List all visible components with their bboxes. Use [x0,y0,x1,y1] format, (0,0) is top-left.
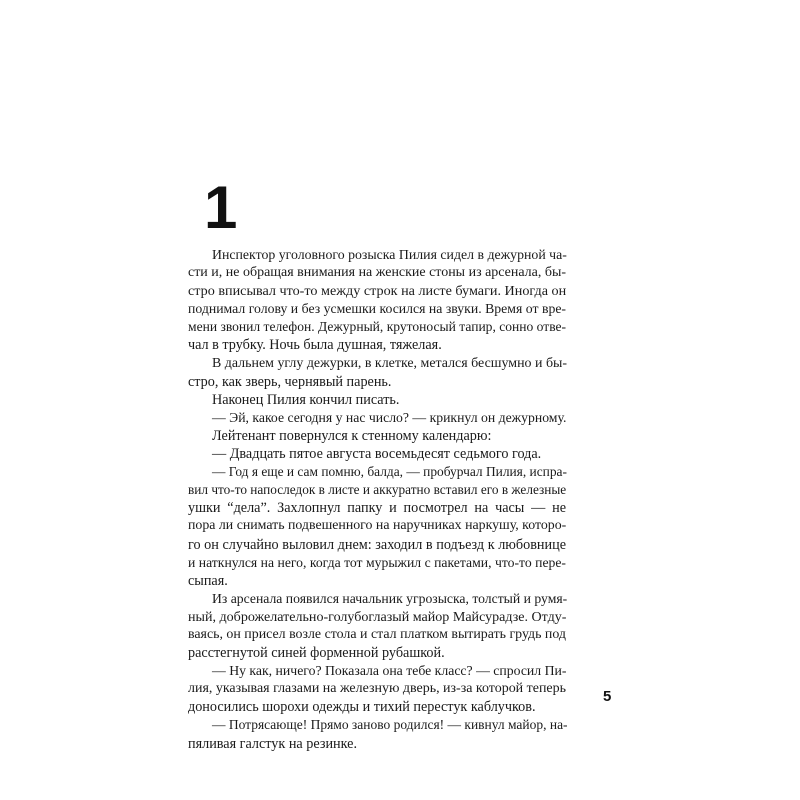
text-line: сыпая. [188,572,228,589]
text-line: сти и, не обращая внимания на женские стоны из арсенала, бы- [188,265,566,281]
text-line: стро, как зверь, чернявый парень. [188,373,392,390]
text-line: — Двадцать пятое августа восемьдесят седьмого года. [212,446,542,463]
body-text [188,246,566,753]
text-line: расстегнутой синей форменной рубашкой. [188,645,445,662]
text-line: поднимал голову и без усмешки косился на звуки. Время от вре- [188,301,566,317]
text-line: и наткнулся на него, когда тот мурыжил с пакетами, что-то пере- [188,554,566,570]
text-line: доносились шорохи одежды и тихий перестук каблучков. [188,699,536,716]
text-line: пяливая галстук на резинке. [188,735,358,752]
text-line: чал в трубку. Ночь была душная, тяжелая. [188,337,442,354]
text-line: — Эй, какое сегодня у нас число? — крикнул он дежурному. [212,409,567,425]
text-line: мени звонил телефон. Дежурный, крутоносый тапир, сонно отве- [188,319,567,335]
text-line: В дальнем углу дежурки, в клетке, метался бесшумно и бы- [212,355,568,371]
text-line: го он случайно выловил днем: заходил в подъезд к любовнице [188,536,566,553]
text-line: ушки “дела”. Захлопнул папку и посмотрел на часы — не [188,500,566,517]
text-line: Лейтенант повернулся к стенному календарю: [212,427,492,444]
chapter-number: 1 [204,174,238,241]
text-line: ный, доброжелательно-голубоглазый майор Майсурадзе. Отду- [188,608,567,625]
page-number: 5 [603,688,612,705]
text-line: Инспектор уголовного розыска Пилия сидел в дежурной ча- [212,247,567,262]
text-line: Из арсенала появился начальник угрозыска, толстый и румя- [212,590,568,606]
text-line: лия, указывая глазами на железную дверь, из-за которой теперь [188,681,566,697]
text-line: — Потрясающе! Прямо заново родился! — кивнул майор, на- [212,717,568,733]
text-line: пора ли снимать подвешенного на наручниках наркушу, которо- [188,518,567,534]
text-line: — Год я еще и сам помню, балда, — пробурчал Пилия, испра- [212,464,567,480]
text-line: Наконец Пилия кончил писать. [212,391,400,408]
text-line: стро вписывал что-то между строк на листе бумаги. Иногда он [188,283,567,300]
text-line: ваясь, он присел возле стола и стал платком вытирать грудь под [188,626,566,642]
text-line: вил что-то напоследок в листе и аккуратно вставил его в железные [188,482,567,498]
text-line: — Ну как, ничего? Показала она тебе класс? — спросил Пи- [212,663,567,679]
